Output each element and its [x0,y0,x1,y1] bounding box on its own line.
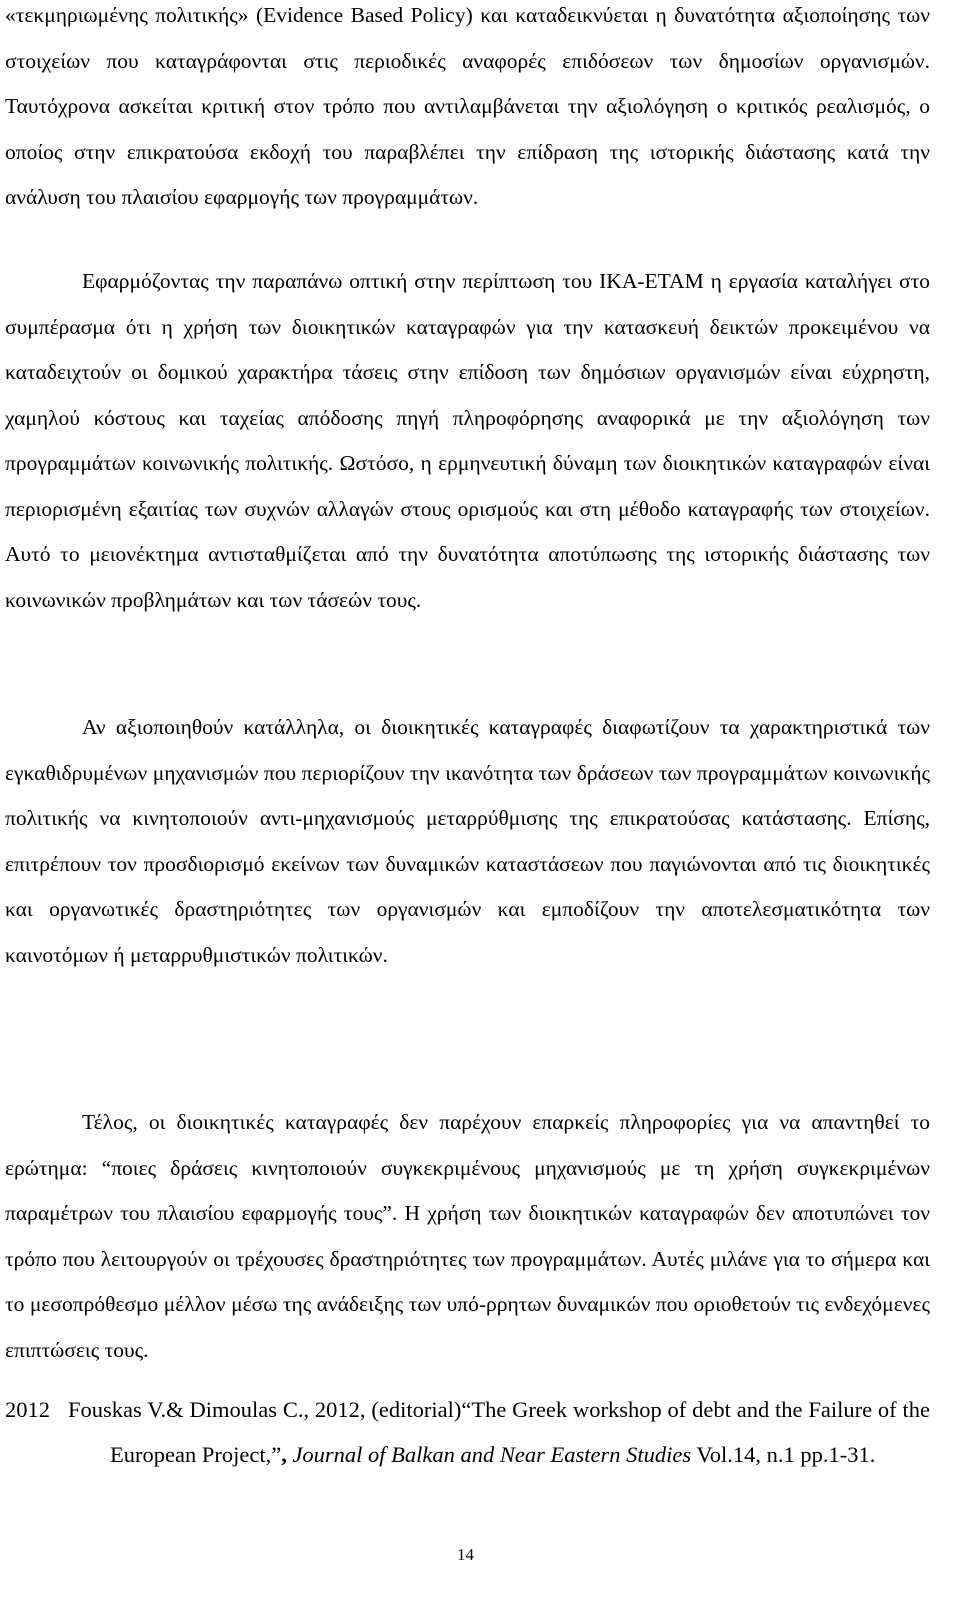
page-number: 14 [457,1545,474,1564]
reference-comma: , [281,1442,287,1467]
paragraph-3: Αν αξιοποιηθούν κατάλληλα, οι διοικητικές καταγραφές διαφωτίζουν τα χαρακτηριστικά των εγκαθιδρυμένων μηχανισμών που περιορίζουν την ικανότητα των δράσεων των προγραμμάτων κοινωνικής πολιτικής να κινητοποιούν αντι-μηχανισμούς μεταρρύθμισης της επικρατούσας κατάστασης. Επίσης, επιτρέπουν τον προσδιορισμό εκείνων των δυναμικών καταστάσεων που παγιώνονται από τις διοικητικές και οργανωτικές δραστηριότητες των οργανισμών και εμποδίζουν την αποτελεσματικότητα των καινοτόμων ή μεταρρυθμιστικών πολιτικών. [5,715,930,967]
paragraph-4: Τέλος, οι διοικητικές καταγραφές δεν παρέχουν επαρκείς πληροφορίες για να απαντηθεί το ερώτημα: “ποιες δράσεις κινητοποιούν συγκεκριμένους μηχανισμούς με τη χρήση συγκεκριμένων παραμέτρων του πλαισίου εφαρμογής τους”. Η χρήση των διοικητικών καταγραφών δεν αποτυπώνει τον τρόπο που λειτουργούν οι τρέχουσες δραστηριότητες των προγραμμάτων. Αυτές μιλάνε για το σήμερα και το μεσοπρόθεσμο μέλλον μέσω της ανάδειξης των υπό-ρρητων δυναμικών που οριοθετούν τις ενδεχόμενες επιπτώσεις τους. [5,1110,930,1362]
reference-year: 2012 [5,1397,50,1422]
paragraph-1: «τεκμηριωμένης πολιτικής» (Evidence Based Policy) και καταδεικνύεται η δυνατότητα αξιοποίησης των στοιχείων που καταγράφονται στις περιοδικές αναφορές επιδόσεων των δημοσίων οργανισμών. Ταυτόχρονα ασκείται κριτική στον τρόπο που αντιλαμβάνεται την αξιολόγηση ο κριτικός ρεαλισμός, ο οποίος στην επικρατούσα εκδοχή του παραβλέπει την επίδραση της ιστορικής διάστασης κατά την ανάλυση του πλαισίου εφαρμογής των προγραμμάτων. [5,3,930,209]
reference-authors: Fouskas V.& Dimoulas C., 2012, (editorial)“The Greek workshop of debt and the Failure of the European Project,” [68,1397,930,1467]
paragraph-2: Εφαρμόζοντας την παραπάνω οπτική στην περίπτωση του ΙΚΑ-ΕΤΑΜ η εργασία καταλήγει στο συμπέρασμα ότι η χρήση των διοικητικών καταγραφών για την κατασκευή δεικτών προκειμένου να καταδειχτούν οι δομικού χαρακτήρα τάσεις στην επίδοση των δημόσιων οργανισμών είναι εύχρηστη, χαμηλού κόστους και ταχείας απόδοσης πηγή πληροφόρησης αναφορικά με την αξιολόγηση των προγραμμάτων κοινωνικής πολιτικής. Ωστόσο, η ερμηνευτική δύναμη των διοικητικών καταγραφών είναι περιορισμένη εξαιτίας των συχνών αλλαγών στους ορισμούς και στη μέθοδο καταγραφής των στοιχείων. Αυτό το μειονέκτημα αντισταθμίζεται από την δυνατότητα αποτύπωσης της ιστορικής διάστασης των κοινωνικών προβλημάτων και των τάσεών τους. [5,269,930,612]
reference-details: Vol.14, n.1 pp.1-31. [696,1442,876,1467]
reference-body [68,1387,930,1477]
reference-entry [5,1387,930,1477]
reference-journal: Journal of Balkan and Near Eastern Studies [292,1442,692,1467]
